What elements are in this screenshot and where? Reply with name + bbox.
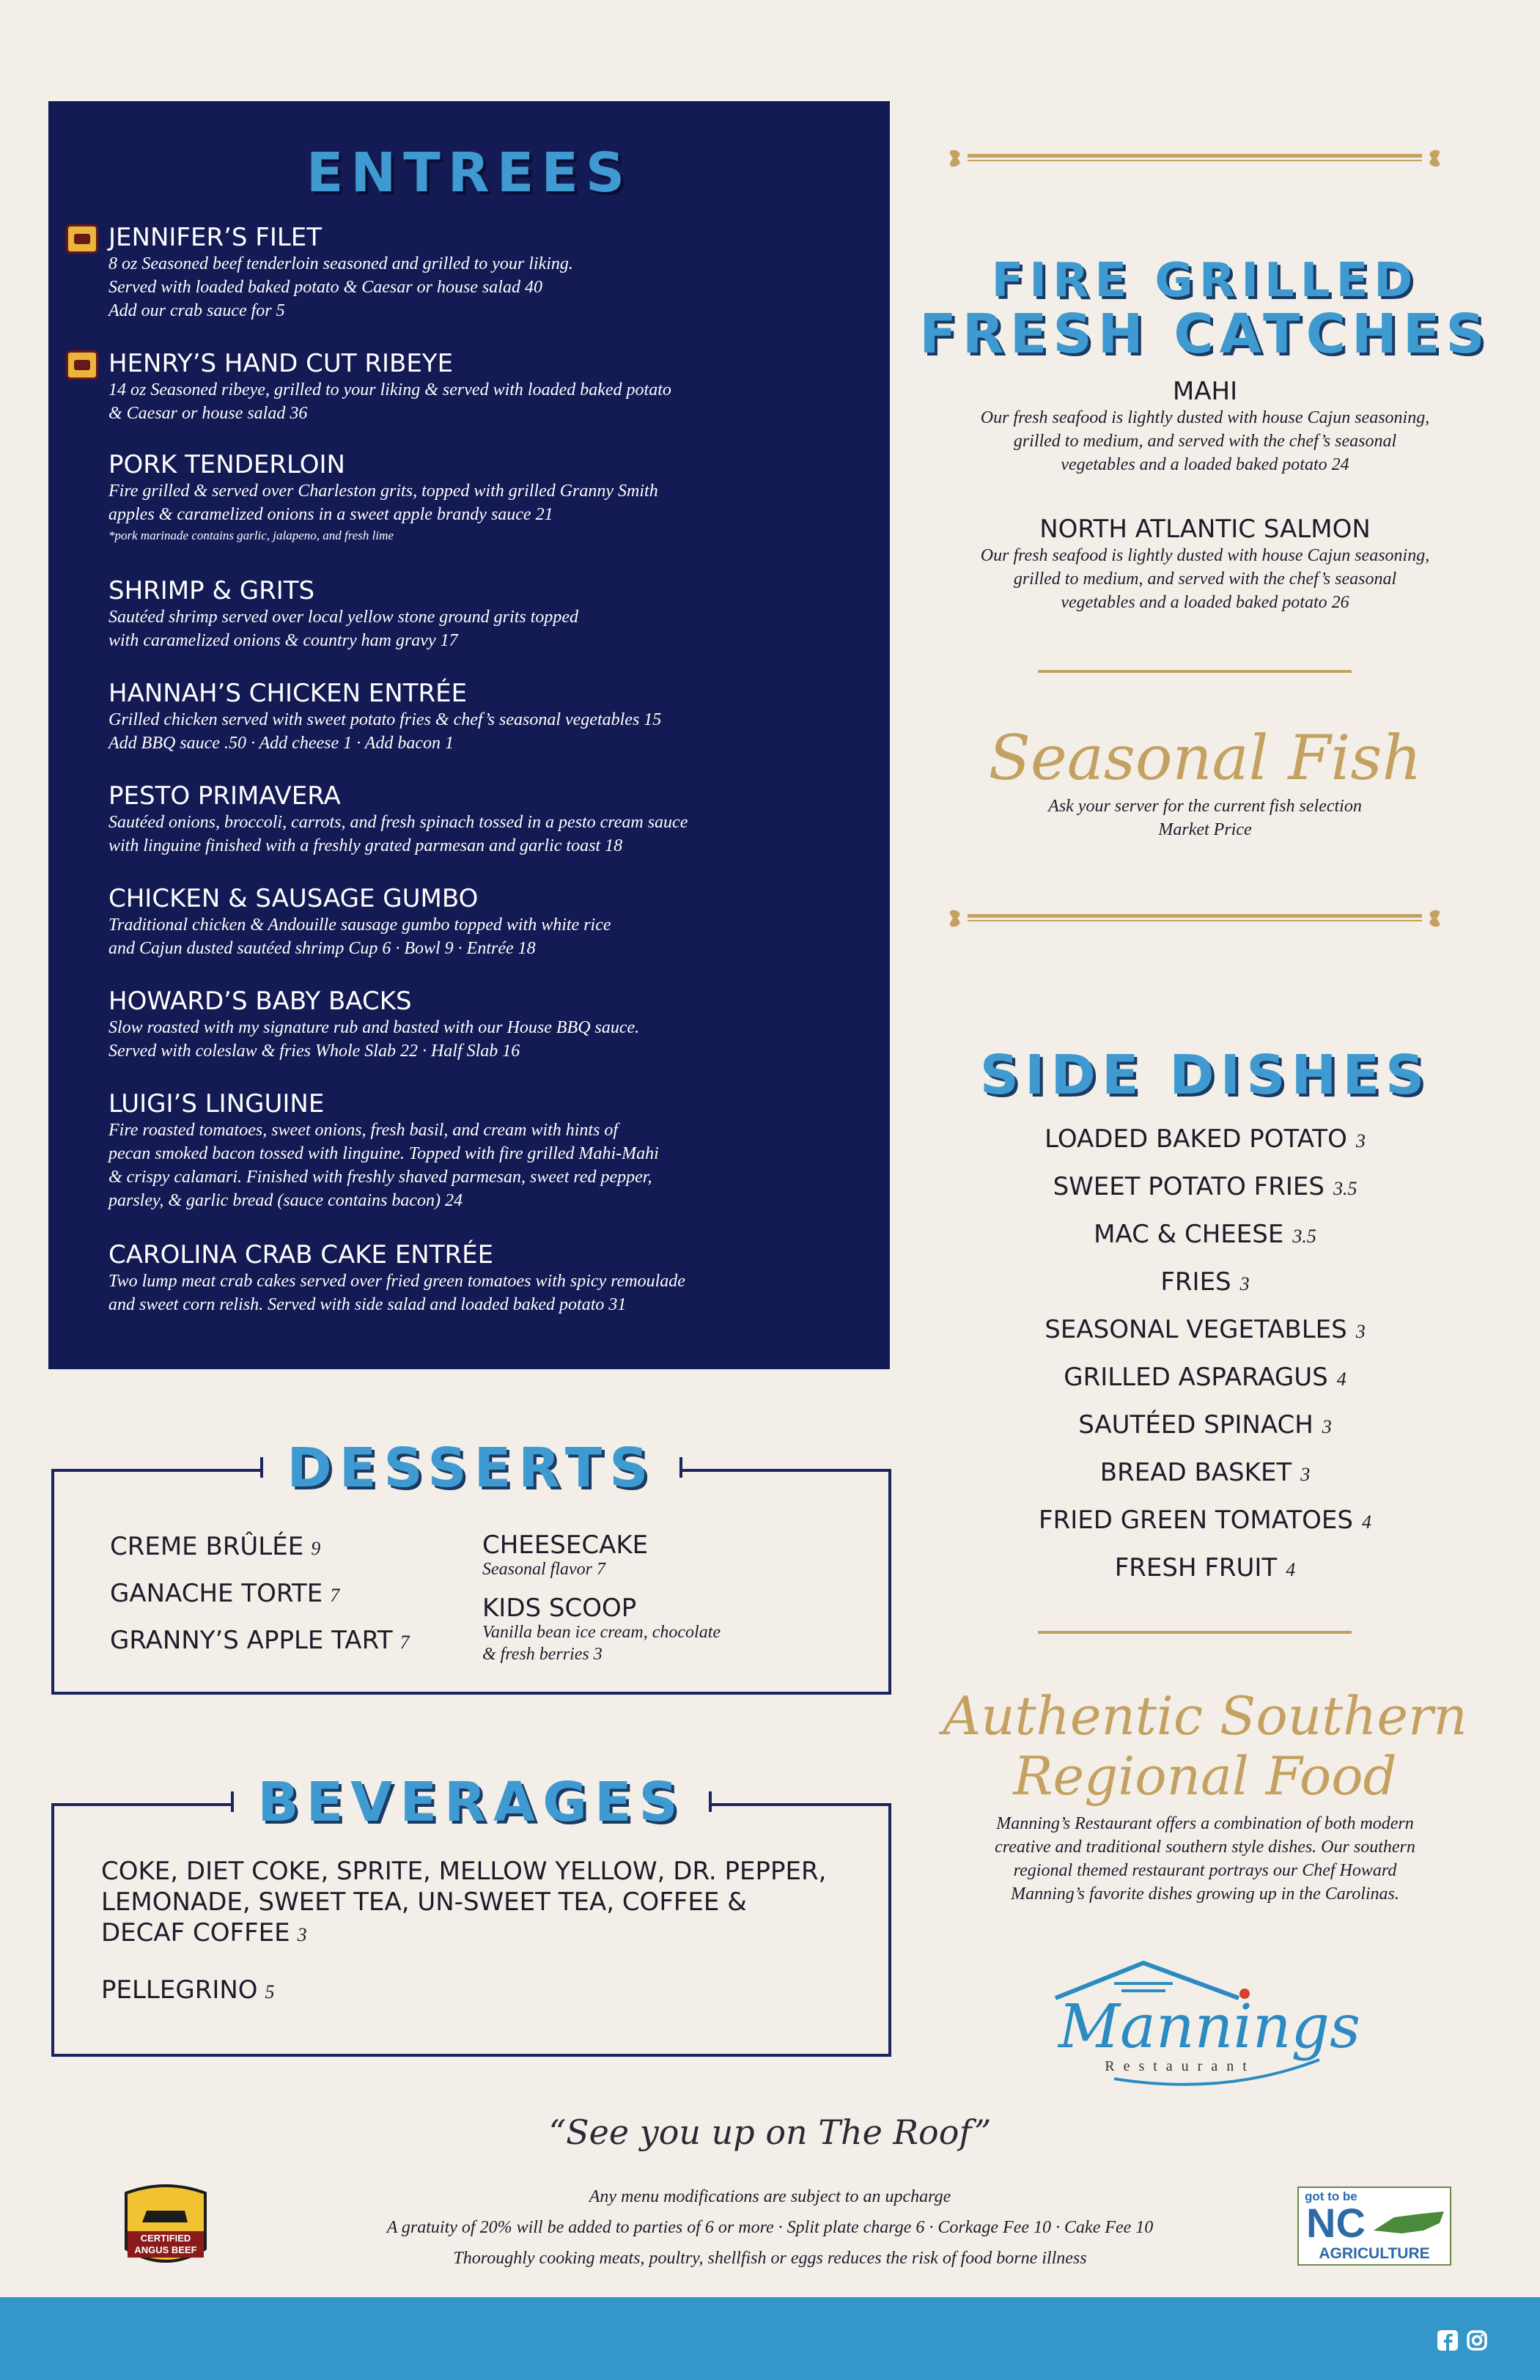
fish-description: vegetables and a loaded baked potato 24 xyxy=(1061,455,1349,474)
instagram-icon[interactable] xyxy=(1466,2329,1488,2351)
nc-logo-top: got to be xyxy=(1305,2189,1357,2203)
side-dish-name: MAC & CHEESE xyxy=(1094,1220,1284,1249)
nc-state-icon xyxy=(1372,2208,1445,2238)
side-dish-item xyxy=(919,1163,1491,1211)
fresh-catches-title-2: FRESH CATCHES xyxy=(919,303,1491,366)
dessert-price: 7 xyxy=(330,1585,340,1606)
desserts-heading xyxy=(54,1435,888,1501)
entree-name: CHICKEN & SAUSAGE GUMBO xyxy=(108,884,479,913)
entree-item xyxy=(48,576,890,652)
beverages-title: BEVERAGES xyxy=(231,1769,712,1835)
angus-badge-text-1: CERTIFIED xyxy=(140,2233,191,2244)
entree-description: Add BBQ sauce .50 · Add cheese 1 · Add bacon 1 xyxy=(108,734,454,753)
entree-description: & Caesar or house salad 36 xyxy=(108,404,308,423)
footer-note: Thoroughly cooking meats, poultry, shellfish or eggs reduces the risk of food borne illness xyxy=(453,2249,1087,2268)
dessert-name: GANACHE TORTE xyxy=(110,1579,323,1608)
side-dish-price: 3 xyxy=(1239,1273,1250,1294)
entree-description: Served with coleslaw & fries Whole Slab 22 · Half Slab 16 xyxy=(108,1042,520,1061)
desserts-right-column xyxy=(482,1523,878,1680)
mannings-logo xyxy=(1041,1950,1361,2096)
entree-description: parsley, & garlic bread (sauce contains bacon) 24 xyxy=(108,1191,463,1210)
nc-logo-mid: NC xyxy=(1306,2200,1366,2246)
entrees-panel xyxy=(48,101,890,1369)
facebook-icon[interactable] xyxy=(1437,2329,1459,2351)
entree-description: Fire grilled & served over Charleston grits, topped with grilled Granny Smith xyxy=(108,482,658,501)
beverages-list xyxy=(101,1856,878,2007)
dessert-price: 9 xyxy=(311,1538,321,1559)
authentic-body-line: Manning’s favorite dishes growing up in the Carolinas. xyxy=(1011,1885,1399,1904)
beverage-line xyxy=(101,1917,878,1950)
side-dish-item xyxy=(919,1259,1491,1306)
entree-description: with linguine finished with a freshly grated parmesan and garlic toast 18 xyxy=(108,836,623,855)
side-dish-list xyxy=(919,1116,1491,1592)
seasonal-fish-section xyxy=(919,721,1491,841)
side-dish-name: LOADED BAKED POTATO xyxy=(1045,1124,1347,1154)
dessert-item xyxy=(110,1570,462,1617)
entree-description: 8 oz Seasoned beef tenderloin seasoned and grilled to your liking. xyxy=(108,254,573,273)
side-dish-name: FRIES xyxy=(1160,1267,1231,1297)
beverages-heading xyxy=(54,1769,888,1835)
entree-item xyxy=(48,781,890,858)
fish-description: Our fresh seafood is lightly dusted with house Cajun seasoning, xyxy=(980,546,1430,565)
fish-item xyxy=(919,515,1491,614)
fish-name: NORTH ATLANTIC SALMON xyxy=(1039,515,1371,544)
side-dish-price: 4 xyxy=(1286,1559,1296,1580)
fish-description: Our fresh seafood is lightly dusted with house Cajun seasoning, xyxy=(980,408,1430,427)
entree-name: HOWARD’S BABY BACKS xyxy=(108,987,412,1016)
side-dish-price: 3.5 xyxy=(1333,1178,1357,1199)
authentic-title-1: Authentic Southern xyxy=(943,1685,1467,1747)
gold-divider xyxy=(1038,1631,1352,1634)
entree-description: Add our crab sauce for 5 xyxy=(108,301,285,320)
entree-item xyxy=(48,1240,890,1316)
entree-name: PORK TENDERLOIN xyxy=(108,450,345,479)
gold-ornament-top xyxy=(946,147,1444,169)
fish-description: grilled to medium, and served with the chef’s seasonal xyxy=(1013,432,1397,451)
side-dish-price: 3 xyxy=(1300,1464,1311,1485)
entree-name: PESTO PRIMAVERA xyxy=(108,781,341,811)
angus-badge-text-2: ANGUS BEEF xyxy=(134,2244,197,2255)
side-dish-price: 3 xyxy=(1322,1416,1332,1437)
side-dish-item xyxy=(919,1449,1491,1497)
side-dish-item xyxy=(919,1211,1491,1259)
authentic-body-line: Manning’s Restaurant offers a combination of both modern xyxy=(996,1814,1414,1833)
entree-item xyxy=(48,349,890,425)
bottom-bar xyxy=(0,2297,1540,2380)
side-dish-item xyxy=(919,1544,1491,1592)
authentic-body-line: creative and traditional southern style dishes. Our southern xyxy=(995,1838,1415,1857)
side-dishes-section xyxy=(919,1042,1491,1592)
dessert-description: Vanilla bean ice cream, chocolate xyxy=(482,1623,721,1642)
certified-angus-beef-icon xyxy=(66,224,98,254)
entree-description: Fire roasted tomatoes, sweet onions, fresh basil, and cream with hints of xyxy=(108,1121,619,1140)
side-dish-name: SAUTÉED SPINACH xyxy=(1078,1410,1314,1440)
side-dish-name: SWEET POTATO FRIES xyxy=(1053,1172,1325,1201)
seasonal-fish-price: Market Price xyxy=(1158,820,1252,839)
entree-name: SHRIMP & GRITS xyxy=(108,576,315,605)
entree-item xyxy=(48,1089,890,1212)
gold-divider xyxy=(1038,670,1352,673)
side-dishes-title: SIDE DISHES xyxy=(979,1044,1431,1107)
entree-description: Grilled chicken served with sweet potato fries & chef’s seasonal vegetables 15 xyxy=(108,710,662,729)
side-dish-name: FRIED GREEN TOMATOES xyxy=(1039,1506,1353,1535)
beverages-box xyxy=(51,1771,891,2057)
entree-name: HENRY’S HAND CUT RIBEYE xyxy=(108,349,454,378)
dessert-name: CREME BRÛLÉE xyxy=(110,1532,304,1561)
footer-note: Any menu modifications are subject to an upcharge xyxy=(589,2187,951,2206)
entree-description: 14 oz Seasoned ribeye, grilled to your liking & served with loaded baked potato xyxy=(108,380,671,399)
side-dish-item xyxy=(919,1497,1491,1544)
side-dish-price: 4 xyxy=(1336,1368,1346,1390)
entree-description: and sweet corn relish. Served with side salad and loaded baked potato 31 xyxy=(108,1295,627,1314)
beverage-line: LEMONADE, SWEET TEA, UN-SWEET TEA, COFFEE & xyxy=(101,1887,747,1917)
dessert-item xyxy=(110,1617,462,1664)
entree-description: & crispy calamari. Finished with freshly shaved parmesan, sweet red pepper, xyxy=(108,1168,652,1187)
dessert-name: CHEESECAKE xyxy=(482,1530,649,1560)
dessert-item xyxy=(482,1595,878,1665)
side-dish-price: 4 xyxy=(1361,1511,1371,1533)
entree-description: Sautéed onions, broccoli, carrots, and fresh spinach tossed in a pesto cream sauce xyxy=(108,813,688,832)
fish-item xyxy=(919,377,1491,476)
desserts-title: DESSERTS xyxy=(260,1435,682,1501)
nc-agriculture-logo xyxy=(1297,2186,1451,2266)
desserts-box xyxy=(51,1437,891,1695)
entree-description: and Cajun dusted sautéed shrimp Cup 6 · Bowl 9 · Entrée 18 xyxy=(108,939,536,958)
angus-badge-icon xyxy=(120,2178,211,2274)
mannings-logo-text: Mannings xyxy=(1058,1992,1361,2062)
mannings-logo-sub: Restaurant xyxy=(1105,2058,1256,2074)
side-dish-name: BREAD BASKET xyxy=(1099,1458,1292,1487)
side-dish-name: GRILLED ASPARAGUS xyxy=(1064,1363,1328,1392)
dessert-name: GRANNY’S APPLE TART xyxy=(110,1626,393,1655)
entree-description: with caramelized onions & country ham gravy 17 xyxy=(108,631,458,650)
authentic-body xyxy=(919,1812,1491,1906)
footer-note: A gratuity of 20% will be added to parties of 6 or more · Split plate charge 6 · Corkage Fee 10 · Cake Fee 10 xyxy=(386,2218,1154,2237)
certified-angus-beef-icon xyxy=(66,350,98,380)
nc-logo-bottom: AGRICULTURE xyxy=(1319,2245,1430,2262)
fresh-catches-section xyxy=(919,254,1491,614)
side-dish-item xyxy=(919,1116,1491,1163)
entree-name: CAROLINA CRAB CAKE ENTRÉE xyxy=(108,1240,494,1270)
side-dish-item xyxy=(919,1306,1491,1354)
beverage-line xyxy=(101,1975,878,2007)
beverage-price: 5 xyxy=(265,1981,275,2003)
entree-description: Two lump meat crab cakes served over fried green tomatoes with spicy remoulade xyxy=(108,1272,685,1291)
fresh-catches-title-1: FIRE GRILLED xyxy=(991,254,1419,308)
side-dish-price: 3 xyxy=(1355,1321,1366,1342)
authentic-title-2: Regional Food xyxy=(1013,1745,1397,1807)
desserts-left-column xyxy=(110,1523,462,1664)
side-dish-name: FRESH FRUIT xyxy=(1114,1553,1278,1583)
entree-item xyxy=(48,450,890,545)
fish-description: vegetables and a loaded baked potato 26 xyxy=(1061,593,1349,612)
entree-description: pecan smoked bacon tossed with linguine. Topped with fire grilled Mahi-Mahi xyxy=(108,1144,659,1163)
entrees-title: ENTREES xyxy=(306,141,633,205)
dessert-price: 7 xyxy=(399,1632,410,1653)
dessert-item xyxy=(482,1532,878,1580)
beverage-line: COKE, DIET COKE, SPRITE, MELLOW YELLOW, DR. PEPPER, xyxy=(101,1857,827,1886)
fish-list xyxy=(919,377,1491,614)
authentic-body-line: regional themed restaurant portrays our Chef Howard xyxy=(1013,1861,1397,1880)
entree-description: Traditional chicken & Andouille sausage gumbo topped with white rice xyxy=(108,915,611,935)
beverage-name: PELLEGRINO xyxy=(101,1975,258,2005)
gold-ornament-middle xyxy=(946,907,1444,929)
dessert-item xyxy=(110,1523,462,1570)
dessert-name: KIDS SCOOP xyxy=(482,1594,637,1623)
entree-note: *pork marinade contains garlic, jalapeno, and fresh lime xyxy=(108,528,394,542)
entree-name: LUIGI’S LINGUINE xyxy=(108,1089,325,1119)
side-dish-item xyxy=(919,1354,1491,1401)
beverage-price: 3 xyxy=(297,1924,307,1945)
entree-item xyxy=(48,679,890,755)
beverage-name: DECAF COFFEE xyxy=(101,1918,290,1948)
authentic-section xyxy=(919,1686,1491,1906)
side-dish-item xyxy=(919,1401,1491,1449)
entree-description: Served with loaded baked potato & Caesar or house salad 40 xyxy=(108,278,542,297)
fish-description: grilled to medium, and served with the chef’s seasonal xyxy=(1013,570,1397,589)
fish-name: MAHI xyxy=(1172,377,1238,406)
seasonal-fish-line: Ask your server for the current fish selection xyxy=(1048,797,1362,816)
entree-description: Sautéed shrimp served over local yellow stone ground grits topped xyxy=(108,608,579,627)
entree-name: HANNAH’S CHICKEN ENTRÉE xyxy=(108,679,468,708)
dessert-description: Seasonal flavor 7 xyxy=(482,1560,605,1579)
entree-description: apples & caramelized onions in a sweet apple brandy sauce 21 xyxy=(108,505,553,524)
dessert-description: & fresh berries 3 xyxy=(482,1645,603,1664)
side-dish-name: SEASONAL VEGETABLES xyxy=(1045,1315,1347,1344)
side-dish-price: 3 xyxy=(1355,1130,1366,1152)
entree-item xyxy=(48,884,890,960)
seasonal-fish-title: Seasonal Fish xyxy=(988,722,1422,794)
side-dish-price: 3.5 xyxy=(1292,1226,1316,1247)
footer-tagline: “See you up on The Roof” xyxy=(548,2112,992,2152)
entree-description: Slow roasted with my signature rub and basted with our House BBQ sauce. xyxy=(108,1018,640,1037)
entree-name: JENNIFER’S FILET xyxy=(108,223,323,252)
entree-item xyxy=(48,987,890,1063)
entree-item xyxy=(48,223,890,323)
certified-angus-beef-logo xyxy=(120,2178,211,2274)
